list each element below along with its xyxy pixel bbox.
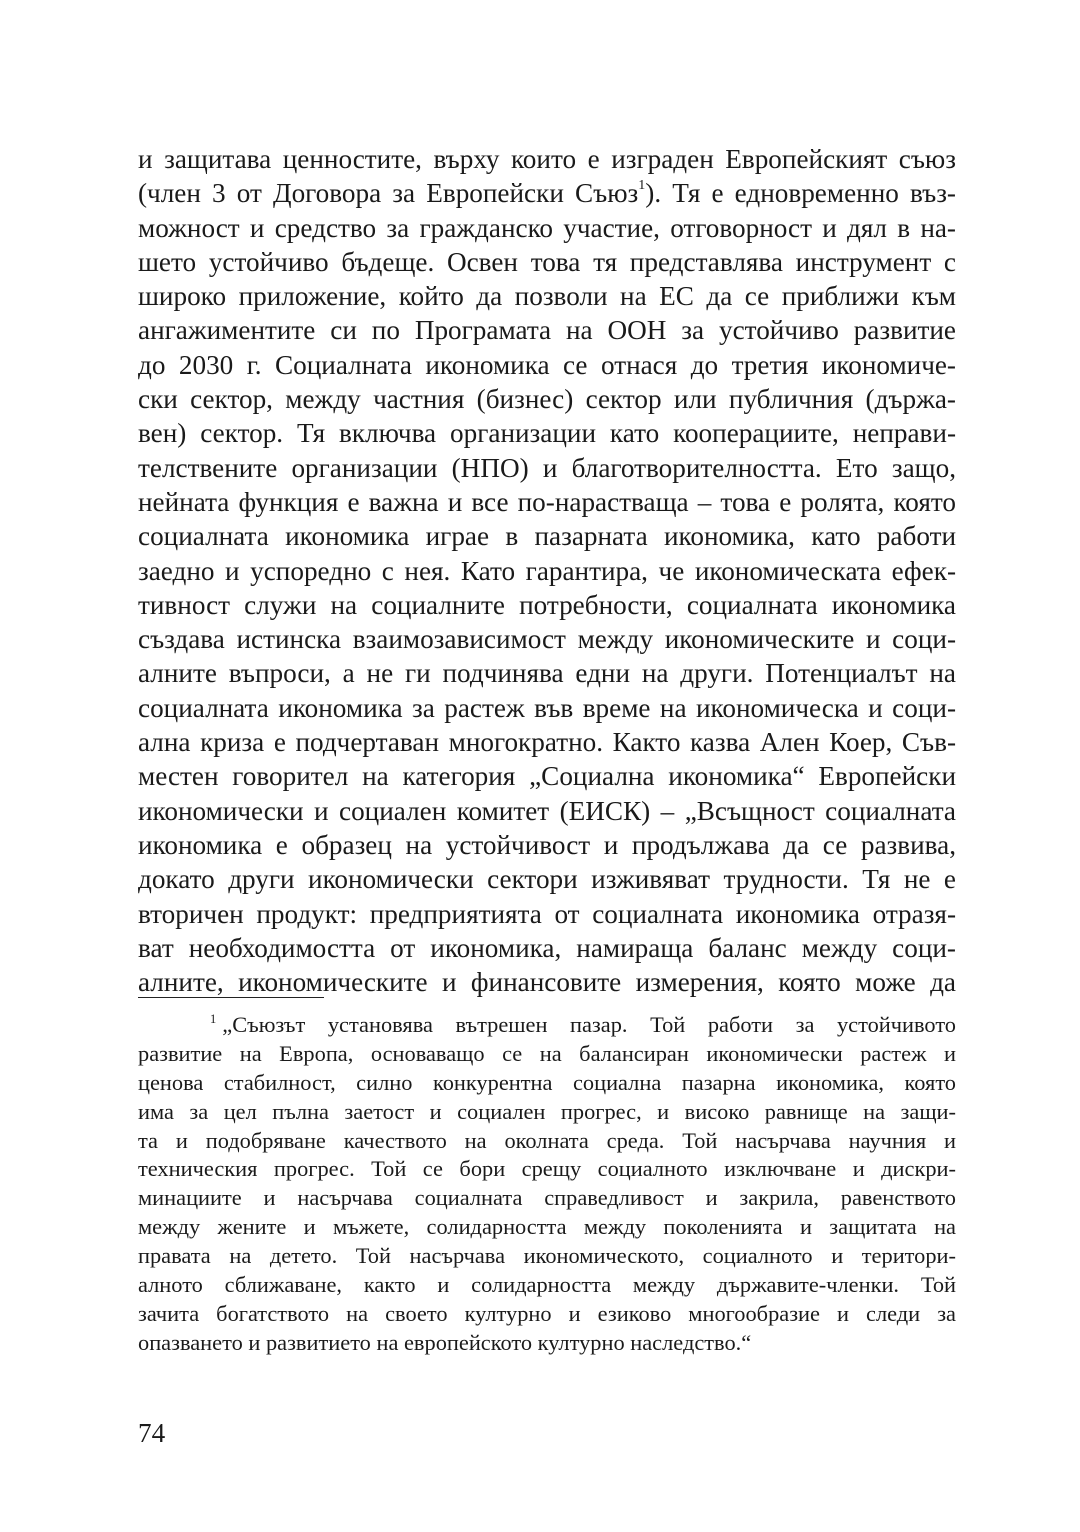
body-line: алните, икономическите и финансовите измерения, която може да — [138, 967, 956, 998]
body-line: заедно и успоредно с нея. Като гарантира, че икономическата ефек- — [138, 555, 956, 586]
body-line: нейната функция е важна и все по-нарастваща – това е ролята, която — [138, 486, 956, 517]
footnote-line: между жените и мъжете, солидарността между поколенията и защитата на — [138, 1214, 956, 1240]
body-line: социалната икономика за растеж във време на икономическа и соци- — [138, 692, 956, 723]
body-line: широко приложение, който да позволи на ЕС да се приближи към — [138, 281, 956, 312]
body-line: създава истинска взаимозависимост между икономическите и соци- — [138, 624, 956, 655]
footnote-line: има за цел пълна заетост и социален прогрес, и високо равнище на защи- — [138, 1098, 956, 1124]
footnote-line: та и подобряване качеството на околната среда. Той насърчава научния и — [138, 1127, 956, 1153]
footnote-line-text: „Съюзът установява вътрешен пазар. Той работи за устойчивото — [222, 1012, 956, 1037]
body-line: и защитава ценностите, върху които е изграден Европейският съюз — [138, 144, 956, 174]
body-line: вторичен продукт: предприятията от социалната икономика отразя- — [138, 898, 956, 929]
footnote-reference[interactable]: 1 — [638, 178, 646, 194]
footnote-line: минациите и насърчава социалната справедливост и закрила, равенството — [138, 1185, 956, 1211]
body-line: икономически и социален комитет (ЕИСК) – „Всъщност социалната — [138, 795, 956, 826]
footnote-line: развитие на Европа, основаващо се на балансиран икономически растеж и — [138, 1040, 956, 1066]
body-line: тивност служи на социалните потребности, социалната икономика — [138, 589, 956, 620]
footnote-line — [138, 1011, 956, 1040]
body-line: ват необходимостта от икономика, намираща баланс между соци- — [138, 932, 956, 963]
body-line: телствените организации (НПО) и благотворителността. Ето защо, — [138, 452, 956, 483]
body-line: до 2030 г. Социалната икономика се отнася до третия икономиче- — [138, 349, 956, 380]
body-line-part: ). Тя е едновременно въз- — [645, 178, 956, 209]
body-line: ски сектор, между частния (бизнес) сектор или публичния (държа- — [138, 384, 956, 415]
body-line-with-footnote-ref — [138, 176, 956, 210]
page-number: 74 — [138, 1418, 166, 1448]
body-line: алните въпроси, а не ги подчинява едни на други. Потенциалът на — [138, 658, 956, 689]
body-line: икономика е образец на устойчивост и продължава да се развива, — [138, 829, 956, 860]
footnote-line: опазването и развитието на европейското културно наследство.“ — [138, 1329, 752, 1355]
body-line-part: (член 3 от Договора за Европейски Съюз — [138, 178, 639, 209]
body-line: ална криза е подчертаван многократно. Както казва Ален Коер, Съв- — [138, 727, 956, 758]
footnote-line: техническия прогрес. Той се бори срещу социалното изключване и дискри- — [138, 1156, 956, 1182]
body-line: можност и средство за гражданско участие, отговорност и дял в на- — [138, 212, 956, 243]
body-line: шето устойчиво бъдеще. Освен това тя представлява инструмент с — [138, 246, 956, 277]
body-line: социалната икономика играе в пазарната икономика, като работи — [138, 521, 956, 552]
body-text — [138, 142, 956, 999]
footnote-line: правата на детето. Той насърчава икономическото, социалното и територи- — [138, 1243, 956, 1269]
footnote-line: зачита богатството на своето културно и езиково многообразие и следи за — [138, 1300, 956, 1326]
body-line: ангажиментите си по Програмата на ООН за устойчиво развитие — [138, 315, 956, 346]
body-line: местен говорител на категория „Социална икономика“ Европейски — [138, 761, 956, 792]
footnote — [138, 1011, 956, 1358]
footnote-line: ценова стабилност, силно конкурентна социална пазарна икономика, която — [138, 1069, 956, 1095]
footnote-separator — [138, 997, 324, 998]
body-line: докато други икономически сектори изживяват трудности. Тя не е — [138, 864, 956, 895]
footnote-marker: 1 — [210, 1012, 217, 1026]
footnote-line: алното сближаване, както и солидарността между държавите-членки. Той — [138, 1272, 956, 1298]
body-line: вен) сектор. Тя включва организации като кооперациите, неправи- — [138, 418, 956, 449]
